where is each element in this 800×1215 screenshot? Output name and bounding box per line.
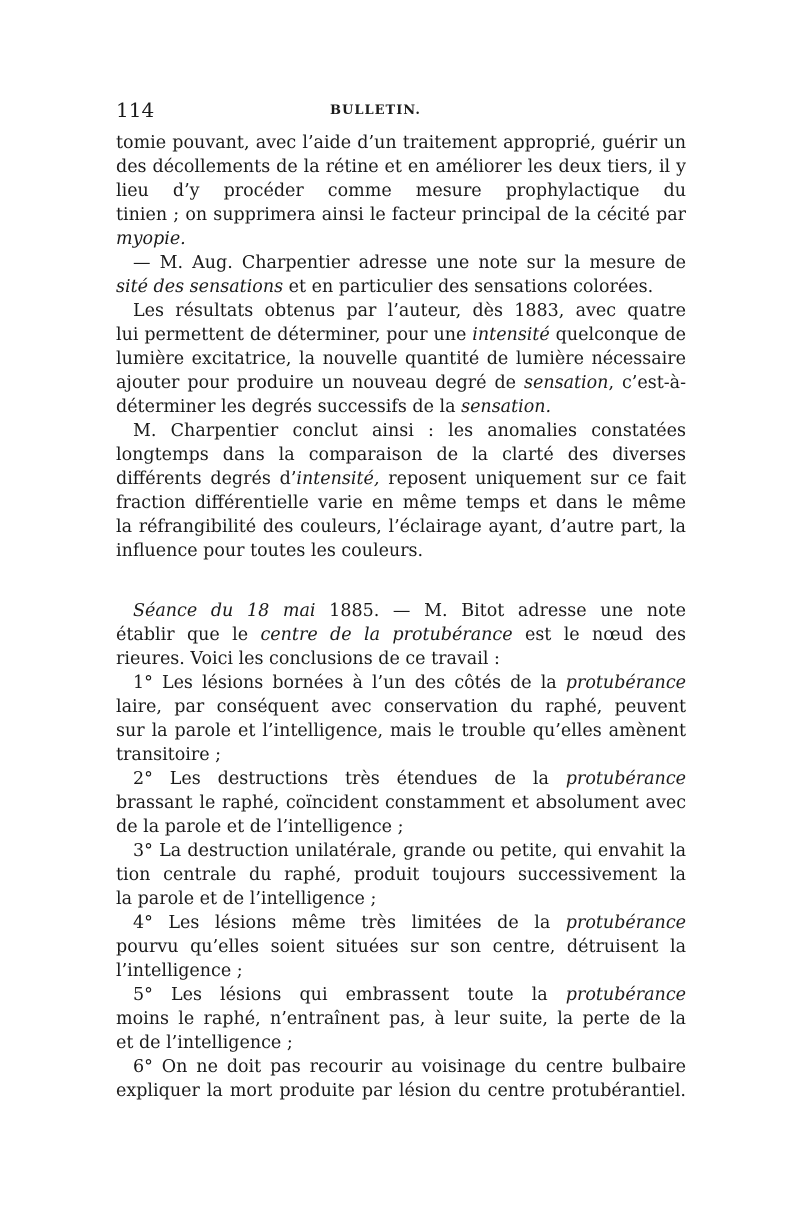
text-line	[133, 911, 686, 935]
text-line	[116, 1007, 686, 1031]
text-segment: , c’est-à-	[608, 373, 686, 393]
italic-text: protubérance	[565, 673, 686, 693]
text-segment: tinien ; on supprimera ainsi le facteur principal de la cécité par	[116, 205, 686, 225]
text-line	[116, 539, 686, 563]
text-line	[116, 155, 686, 179]
italic-text: sité des sensations	[116, 277, 284, 297]
text-line	[133, 1055, 686, 1079]
text-segment: 3° La destruction unilatérale, grande ou petite, qui envahit la	[133, 841, 686, 861]
italic-text: sensation	[524, 373, 609, 393]
text-line	[116, 131, 686, 155]
text-segment: influence pour toutes les couleurs.	[116, 541, 424, 561]
text-segment: pourvu qu’elles soient situées sur son centre, détruisent la	[116, 937, 686, 957]
text-segment: l’intelligence ;	[116, 961, 243, 981]
italic-text: intensité	[472, 325, 550, 345]
text-line	[133, 983, 686, 1007]
text-line	[116, 443, 686, 467]
text-segment: 1885. — M. Bitot adresse une note	[329, 601, 686, 621]
text-line	[116, 515, 686, 539]
text-line	[116, 959, 686, 983]
text-line	[116, 935, 686, 959]
text-line	[116, 815, 686, 839]
text-line	[133, 419, 686, 443]
text-line	[116, 467, 686, 491]
text-segment: est le nœud des	[524, 625, 686, 645]
text-segment: lumière excitatrice, la nouvelle quantité de lumière nécessaire	[116, 349, 686, 369]
italic-text: Séance du 18 mai	[133, 601, 316, 621]
italic-text: sensation.	[461, 397, 552, 417]
text-segment: la réfrangibilité des couleurs, l’éclairage ayant, d’autre part, la	[116, 517, 686, 537]
text-line	[116, 323, 686, 347]
text-line	[116, 719, 686, 743]
text-segment: laire, par conséquent avec conservation du raphé, peuvent	[116, 697, 686, 717]
text-segment: rieures. Voici les conclusions de ce travail :	[116, 649, 500, 669]
text-line	[133, 599, 686, 623]
text-line	[116, 1079, 686, 1103]
text-segment: 2° Les destructions très étendues de la	[133, 769, 566, 789]
text-segment: 6° On ne doit pas recourir au voisinage du centre bulbaire	[133, 1057, 686, 1077]
text-segment: moins le raphé, n’entraînent pas, à leur suite, la perte de la	[116, 1009, 686, 1029]
text-line	[116, 647, 686, 671]
text-segment: ajouter pour produire un nouveau degré de	[116, 373, 524, 393]
text-segment: Les résultats obtenus par l’auteur, dès 1883, avec quatre	[133, 301, 686, 321]
text-segment: quelconque de	[555, 325, 686, 345]
text-line	[133, 767, 686, 791]
text-segment: — M. Aug. Charpentier adresse une note sur la mesure de	[133, 253, 686, 273]
text-segment: M. Charpentier conclut ainsi : les anomalies constatées	[133, 421, 686, 441]
text-line	[133, 671, 686, 695]
text-segment: 5° Les lésions qui embrassent toute la	[133, 985, 566, 1005]
italic-text: myopie.	[116, 229, 186, 249]
text-segment: sur la parole et l’intelligence, mais le trouble qu’elles amènent	[116, 721, 686, 741]
running-head: BULLETIN.	[330, 103, 421, 118]
text-segment: tion centrale du raphé, produit toujours successivement la	[116, 865, 686, 885]
text-segment: et de l’intelligence ;	[116, 1033, 293, 1053]
italic-text: protubérance	[565, 985, 686, 1005]
text-line	[133, 299, 686, 323]
text-segment: différents degrés d’	[116, 469, 297, 489]
text-line	[116, 347, 686, 371]
text-line	[116, 371, 686, 395]
text-line	[116, 227, 686, 251]
italic-text: centre de la protubérance	[260, 625, 513, 645]
text-segment: établir que le	[116, 625, 261, 645]
text-segment: brassant le raphé, coïncident constamment et absolument avec	[116, 793, 686, 813]
text-segment: tomie pouvant, avec l’aide d’un traitement approprié, guérir un	[116, 133, 686, 153]
text-line	[133, 251, 686, 275]
text-segment: lui permettent de déterminer, pour une	[116, 325, 473, 345]
italic-text: protubérance	[565, 769, 686, 789]
text-segment: expliquer la mort produite par lésion du centre protubérantiel.	[116, 1081, 686, 1101]
text-segment: fraction différentielle varie en même temps et dans le même	[116, 493, 686, 513]
text-line	[133, 839, 686, 863]
text-line	[116, 1031, 686, 1055]
italic-text: intensité,	[296, 469, 380, 489]
text-segment: reposent uniquement sur ce fait	[388, 469, 686, 489]
text-line	[116, 791, 686, 815]
text-line	[116, 203, 686, 227]
text-line	[116, 743, 686, 767]
page-header	[116, 98, 686, 126]
text-line	[116, 863, 686, 887]
italic-text: protubérance	[565, 913, 686, 933]
text-segment: transitoire ;	[116, 745, 222, 765]
text-segment: et en particulier des sensations colorées.	[283, 277, 654, 297]
text-segment: la parole et de l’intelligence ;	[116, 889, 377, 909]
text-segment: déterminer les degrés successifs de la	[116, 397, 462, 417]
text-segment: 4° Les lésions même très limitées de la	[133, 913, 566, 933]
text-segment: 1° Les lésions bornées à l’un des côtés de la	[133, 673, 566, 693]
text-line	[116, 395, 686, 419]
text-line	[116, 491, 686, 515]
text-line	[116, 887, 686, 911]
text-line	[116, 179, 686, 203]
text-segment: longtemps dans la comparaison de la clarté des diverses	[116, 445, 686, 465]
text-line	[116, 275, 686, 299]
text-segment: de la parole et de l’intelligence ;	[116, 817, 404, 837]
text-line	[116, 695, 686, 719]
page-number: 114	[116, 98, 155, 122]
text-segment: lieu d’y procéder comme mesure prophylactique du	[116, 181, 686, 201]
text-segment: des décollements de la rétine et en améliorer les deux tiers, il y	[116, 157, 686, 177]
text-line	[116, 623, 686, 647]
